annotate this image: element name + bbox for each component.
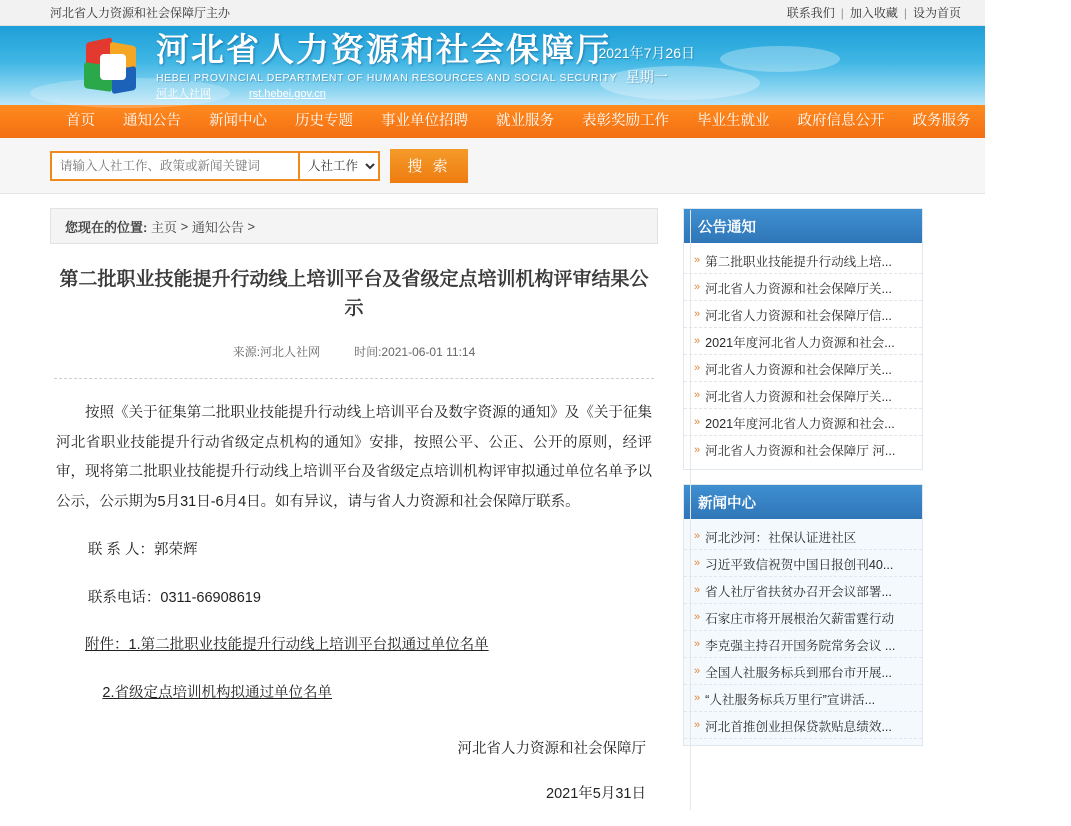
top-bar — [0, 0, 985, 26]
article-body — [54, 379, 654, 810]
set-homepage-link[interactable]: 设为首页 — [912, 6, 961, 20]
arrow-icon: » — [694, 638, 701, 650]
breadcrumb-item-home[interactable]: 主页 — [150, 219, 177, 235]
article-attachment-2 — [56, 679, 652, 709]
list-item[interactable] — [684, 355, 922, 382]
nav-item-home[interactable]: 首页 — [66, 113, 95, 129]
notice-link[interactable]: 2021年度河北省人力资源和社会... — [705, 335, 895, 350]
hebei-emblem-icon — [84, 38, 146, 96]
news-link[interactable]: 李克强主持召开国务院常务会议 ... — [705, 638, 896, 653]
notice-link[interactable]: 第二批职业技能提升行动线上培... — [705, 254, 892, 269]
site-subtitle-row — [156, 89, 617, 101]
list-item[interactable] — [684, 712, 922, 739]
news-link[interactable]: 省人社厅省扶贫办召开会议部署... — [705, 584, 892, 599]
breadcrumb-sep: > — [247, 218, 256, 234]
notice-link[interactable]: 河北省人力资源和社会保障厅关... — [705, 362, 892, 377]
arrow-icon: » — [694, 584, 701, 596]
attachment-link-2[interactable]: 2.省级定点培训机构拟通过单位名单 — [102, 685, 332, 702]
signature-organization: 河北省人力资源和社会保障厅 — [457, 740, 646, 757]
list-item[interactable] — [684, 436, 922, 463]
article-source: 来源:河北人社网 — [232, 345, 321, 359]
arrow-icon: » — [694, 308, 701, 320]
attachment-link-1[interactable]: 附件：1.第二批职业技能提升行动线上培训平台拟通过单位名单 — [85, 637, 489, 654]
article-time: 时间:2021-06-01 11:14 — [354, 345, 476, 359]
arrow-icon: » — [694, 443, 701, 456]
nav-item-history-topics[interactable]: 历史专题 — [295, 113, 353, 129]
separator-icon: | — [840, 5, 844, 20]
search-button[interactable]: 搜 索 — [390, 149, 468, 183]
article-contact-phone: 联系电话：0311-66908619 — [87, 589, 261, 606]
site-title-en: HEBEI PROVINCIAL DEPARTMENT OF HUMAN RESOURCES AND SOCIAL SECURITY — [156, 71, 618, 84]
list-item[interactable] — [684, 328, 922, 355]
article-meta — [54, 343, 654, 360]
notice-link[interactable]: 河北省人力资源和社会保障厅 河... — [705, 444, 896, 458]
list-item[interactable] — [684, 301, 922, 328]
notice-list — [684, 247, 922, 463]
arrow-icon: » — [694, 719, 701, 731]
arrow-icon: » — [694, 416, 701, 428]
column-divider — [690, 210, 691, 810]
nav-item-graduate-employment[interactable]: 毕业生就业 — [697, 113, 770, 129]
nav-item-gov-service[interactable]: 政务服务 — [912, 113, 971, 129]
nav-item-notices[interactable]: 通知公告 — [123, 113, 181, 129]
notice-link[interactable]: 河北省人力资源和社会保障厅关... — [705, 281, 892, 296]
breadcrumb-label: 您现在的位置: — [65, 219, 148, 235]
arrow-icon: » — [694, 692, 701, 704]
article-attachment-1 — [56, 631, 652, 661]
site-banner — [0, 26, 985, 105]
notice-link[interactable]: 河北省人力资源和社会保障厅关... — [705, 389, 892, 404]
arrow-icon: » — [694, 665, 701, 677]
panel-notice-title: 公告通知 — [684, 209, 922, 243]
search-input[interactable] — [50, 151, 298, 181]
list-item[interactable] — [684, 382, 922, 409]
news-list — [684, 523, 922, 739]
banner-date: 2021年7月26日 — [598, 45, 695, 61]
panel-news-title: 新闻中心 — [684, 485, 922, 519]
add-favorite-link[interactable]: 加入收藏 — [849, 6, 898, 20]
site-sub-left: 河北人社网 — [156, 87, 211, 100]
notice-link[interactable]: 河北省人力资源和社会保障厅信... — [705, 308, 892, 323]
banner-weekday: 星期一 — [625, 68, 668, 85]
article-contact-person: 联 系 人：郭荣辉 — [87, 541, 198, 558]
site-sponsor-text: 河北省人力资源和社会保障厅主办 — [50, 6, 231, 20]
panel-notice-body — [684, 243, 922, 469]
arrow-icon: » — [694, 530, 701, 542]
search-band — [0, 138, 985, 194]
nav-item-news[interactable]: 新闻中心 — [209, 113, 267, 129]
arrow-icon: » — [694, 389, 701, 401]
site-sub-url: rst.hebei.gov.cn — [249, 87, 326, 100]
sidebar — [683, 208, 923, 826]
arrow-icon: » — [694, 557, 701, 569]
news-link[interactable]: “人社服务标兵万里行”宣讲活... — [705, 692, 876, 707]
site-logo[interactable] — [84, 34, 617, 100]
content-area — [0, 194, 985, 826]
breadcrumb-sep: > — [180, 218, 189, 234]
article-title: 第二批职业技能提升行动线上培训平台及省级定点培训机构评审结果公示 — [59, 269, 649, 319]
panel-news — [683, 484, 923, 746]
nav-item-recruitment[interactable]: 事业单位招聘 — [381, 113, 468, 129]
contact-us-link[interactable]: 联系我们 — [786, 6, 835, 20]
list-item[interactable] — [684, 685, 922, 712]
breadcrumb-item-notices[interactable]: 通知公告 — [191, 219, 244, 235]
nav-item-interaction[interactable]: 互动交流 — [998, 113, 1057, 129]
arrow-icon: » — [694, 335, 701, 347]
banner-date-block — [598, 42, 695, 90]
list-item[interactable] — [684, 409, 922, 436]
panel-news-body — [684, 519, 922, 745]
arrow-icon: » — [694, 362, 701, 374]
site-title-block — [156, 34, 617, 100]
news-link[interactable]: 河北沙河：社保认证进社区 — [705, 530, 857, 545]
arrow-icon: » — [694, 254, 701, 266]
site-title-cn: 河北省人力资源和社会保障厅 — [156, 33, 611, 69]
breadcrumb — [50, 208, 658, 244]
list-item[interactable] — [684, 658, 922, 685]
list-item[interactable] — [684, 631, 922, 658]
notice-link[interactable]: 2021年度河北省人力资源和社会... — [705, 416, 895, 431]
nav-item-awards[interactable]: 表彰奖励工作 — [582, 113, 669, 129]
arrow-icon: » — [694, 611, 701, 623]
top-bar-links — [787, 4, 961, 21]
list-item[interactable] — [684, 550, 922, 577]
news-link[interactable]: 全国人社服务标兵到邢台市开展... — [705, 665, 892, 680]
nav-item-employment-service[interactable]: 就业服务 — [496, 113, 554, 129]
article-signature — [56, 735, 652, 810]
nav-item-gov-info[interactable]: 政府信息公开 — [797, 113, 885, 129]
panel-notice — [683, 208, 923, 470]
list-item[interactable] — [684, 604, 922, 631]
list-item[interactable] — [684, 247, 922, 274]
main-column — [50, 208, 658, 826]
news-link[interactable]: 河北首推创业担保贷款贴息绩效... — [705, 719, 892, 734]
article — [50, 244, 658, 810]
main-navigation — [0, 105, 1057, 138]
signature-date: 2021年5月31日 — [546, 786, 646, 803]
arrow-icon: » — [694, 281, 701, 293]
news-link[interactable]: 石家庄市将开展根治欠薪雷霆行动 — [705, 611, 895, 626]
news-link[interactable]: 习近平致信祝贺中国日报创刊40... — [705, 557, 894, 572]
article-paragraph: 按照《关于征集第二批职业技能提升行动线上培训平台及数字资源的通知》及《关于征集河北省职业技能提升行动省级定点机构的通知》安排，按照公平、公正、公开的原则，经评审，现将第二批职业技能提升行动线上培训平台及省级定点培训机构评审拟通过单位名单予以公示，公示期为5月31日-6月4日。如有异议，请与省人力资源和社会保障厅联系。 — [56, 405, 652, 511]
separator-icon: | — [903, 5, 907, 20]
cloud-decoration — [720, 46, 840, 72]
list-item[interactable] — [684, 577, 922, 604]
list-item[interactable] — [684, 274, 922, 301]
list-item[interactable] — [684, 523, 922, 550]
search-scope-select[interactable] — [298, 151, 380, 181]
